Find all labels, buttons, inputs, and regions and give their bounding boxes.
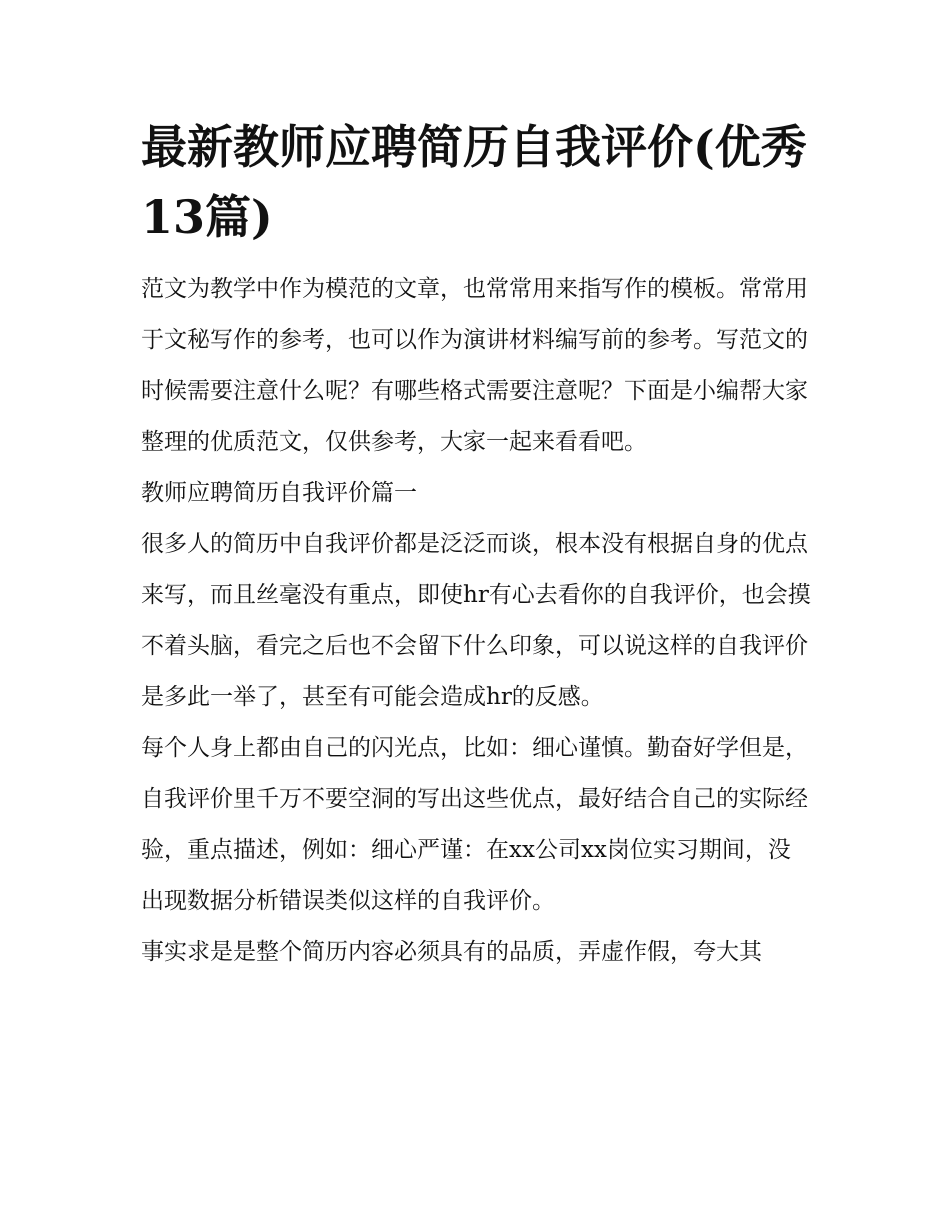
body-paragraph: 很多人的简历中自我评价都是泛泛而谈，根本没有根据自身的优点来写，而且丝毫没有重点，即使hr有心去看你的自我评价，也会摸不着头脑，看完之后也不会留下什么印象，可以说这样的自我评价是多此一举了，甚至有可能会造成hr的反感。: [141, 531, 811, 710]
section-heading: 教师应聘简历自我评价篇一: [141, 480, 417, 506]
intro-paragraph: 范文为教学中作为模范的文章，也常常用来指写作的模板。常常用于文秘写作的参考，也可以作为演讲材料编写前的参考。写范文的时候需要注意什么呢？有哪些格式需要注意呢？下面是小编帮大家整理的优质范文，仅供参考，大家一起来看看吧。: [141, 276, 808, 455]
document-page: [141, 112, 813, 978]
body-paragraph: 事实求是是整个简历内容必须具有的品质，弄虚作假，夸大其: [141, 939, 762, 965]
document-title: 最新教师应聘简历自我评价(优秀13篇): [141, 120, 807, 244]
body-paragraph: 每个人身上都由自己的闪光点，比如：细心谨慎。勤奋好学但是，自我评价里千万不要空洞的写出这些优点，最好结合自己的实际经验，重点描述，例如：细心严谨：在xx公司xx岗位实习期间，没出现数据分析错误类似这样的自我评价。: [141, 735, 808, 914]
